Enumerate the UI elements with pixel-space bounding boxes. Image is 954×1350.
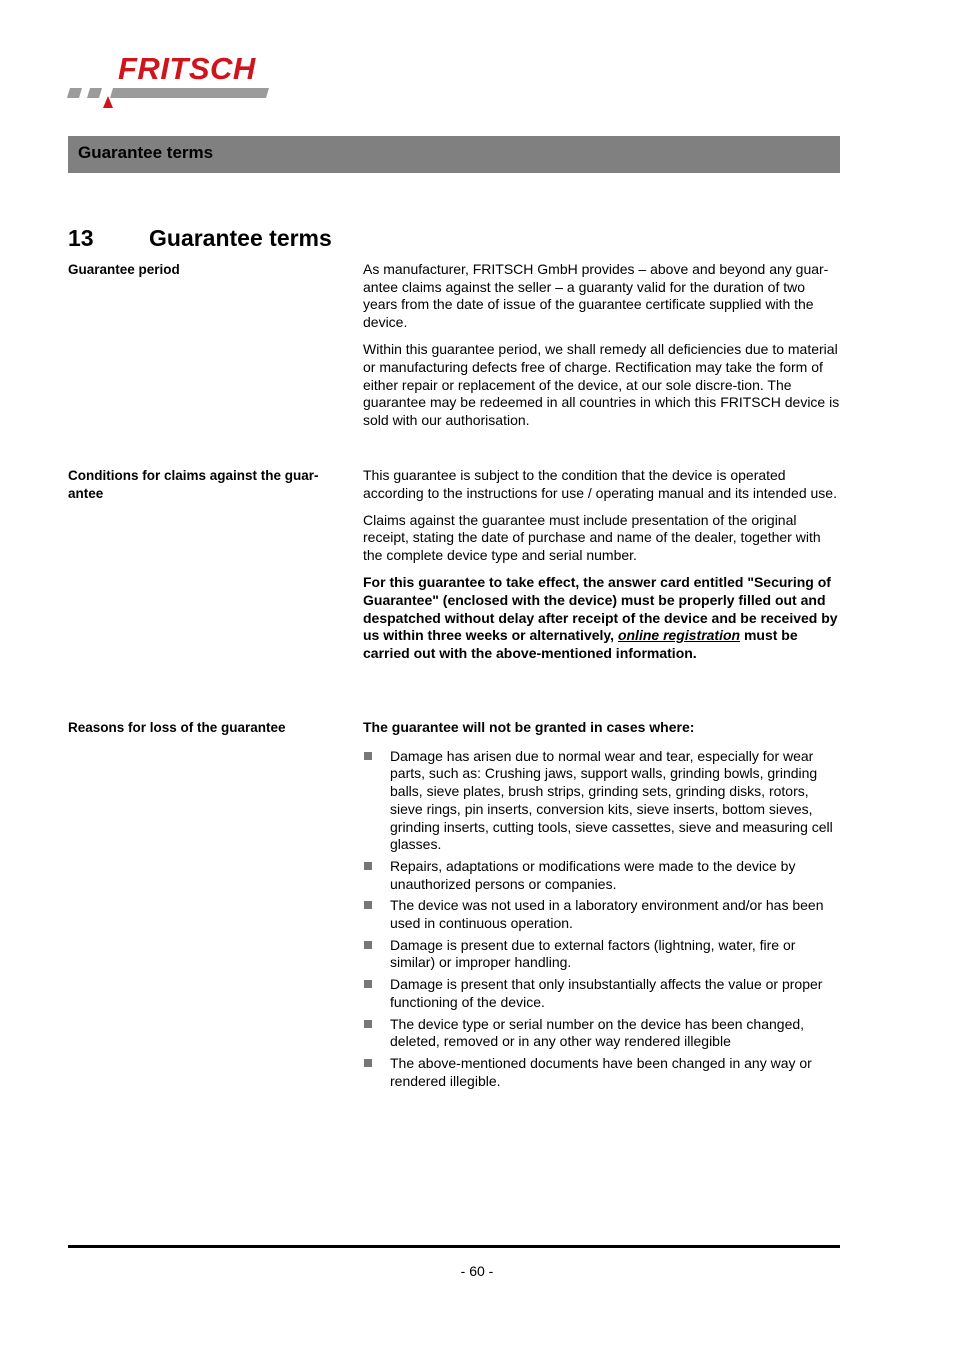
chapter-heading bbox=[68, 224, 332, 252]
section-header-bar bbox=[68, 136, 840, 173]
list-item: Damage has arisen due to normal wear and tear, especially for wear parts, such as: Crushing jaws, support walls, grinding bowls, grinding balls, sieve plates, brush strips, grinding sets, grinding disks, rotors, sieve rings, pin inserts, conversion kits, sieve inserts, bottom sieves, grinding inserts, cutting tools, sieve cassettes, sieve and measuring cell glasses. bbox=[363, 748, 841, 854]
bullet-square-icon bbox=[364, 941, 372, 949]
bullet-square-icon bbox=[364, 980, 372, 988]
conditions-body bbox=[363, 467, 841, 672]
bullet-square-icon bbox=[364, 862, 372, 870]
registration-paragraph: For this guarantee to take effect, the answer card entitled "Securing of Guarantee" (enclosed with the device) must be properly filled out and despatched without delay after receipt of the device and be received by us within three weeks or alternatively, online registration must be carried out with the above-mentioned information. bbox=[363, 574, 838, 661]
side-label-conditions: Conditions for claims against the guar-antee bbox=[68, 468, 319, 501]
side-label-loss: Reasons for loss of the guarantee bbox=[68, 720, 286, 735]
footer-divider bbox=[68, 1245, 840, 1248]
loss-reasons-list bbox=[363, 748, 841, 1091]
loss-body bbox=[363, 719, 841, 1094]
bullet-square-icon bbox=[364, 752, 372, 760]
chapter-number: 13 bbox=[68, 225, 94, 251]
list-item: Damage is present due to external factors (lightning, water, fire or similar) or improper handling. bbox=[363, 937, 841, 972]
list-item: Damage is present that only insubstantially affects the value or proper functioning of the device. bbox=[363, 976, 841, 1011]
guarantee-period-body bbox=[363, 261, 841, 439]
online-registration-link[interactable]: online registration bbox=[617, 627, 741, 644]
chapter-title: Guarantee terms bbox=[149, 225, 332, 251]
paragraph: Within this guarantee period, we shall remedy all deficiencies due to material or manufacturing defects free of charge. Rectification may take the form of either repair or replacement of the device, at our sole discre-tion. The guarantee may be redeemed in all countries in which this FRITSCH device is sold with our authorisation. bbox=[363, 341, 840, 428]
logo-wordmark: FRITSCH bbox=[118, 51, 256, 86]
section-header-title: Guarantee terms bbox=[78, 143, 214, 162]
bullet-square-icon bbox=[364, 901, 372, 909]
paragraph: As manufacturer, FRITSCH GmbH provides – above and beyond any guar-antee claims against the seller – a guaranty valid for the duration of two years from the date of issue of the guarantee certificate supplied with the device. bbox=[363, 261, 829, 331]
paragraph: This guarantee is subject to the condition that the device is operated according to the instructions for use / operating manual and its intended use. bbox=[363, 467, 837, 501]
page-number: - 60 - bbox=[460, 1263, 494, 1279]
list-item: Repairs, adaptations or modifications were made to the device by unauthorized persons or companies. bbox=[363, 858, 841, 893]
side-label-guarantee-period: Guarantee period bbox=[68, 262, 180, 277]
bullet-square-icon bbox=[364, 1020, 372, 1028]
fritsch-logo bbox=[66, 52, 286, 112]
list-item: The device type or serial number on the device has been changed, deleted, removed or in any other way rendered illegible bbox=[363, 1016, 841, 1051]
list-item: The device was not used in a laboratory environment and/or has been used in continuous operation. bbox=[363, 897, 841, 932]
bullet-square-icon bbox=[364, 1059, 372, 1067]
paragraph: Claims against the guarantee must include presentation of the original receipt, stating the date of purchase and name of the dealer, together with the complete device type and serial number. bbox=[363, 511, 821, 564]
list-item: The above-mentioned documents have been changed in any way or rendered illegible. bbox=[363, 1055, 841, 1090]
loss-intro: The guarantee will not be granted in cases where: bbox=[363, 719, 695, 735]
